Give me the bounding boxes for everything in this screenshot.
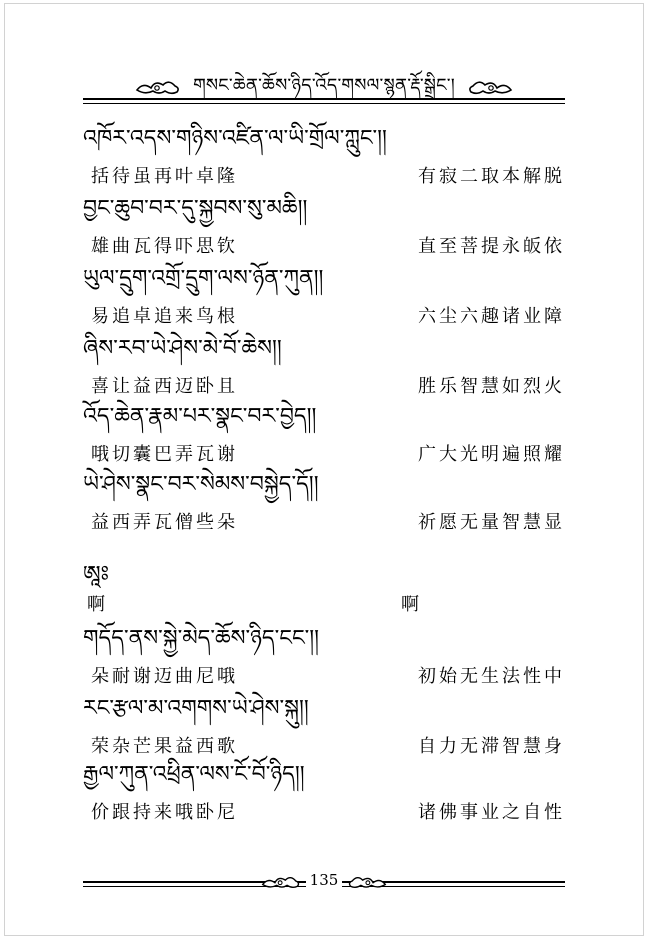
transliteration-line: 雄曲瓦得吓思钦 [91,236,238,257]
verse-line-8 [83,694,565,764]
transliteration-line: 啊 [87,594,108,615]
tibetan-line: རང་རྩལ་མ་འགགས་ཡེ་ཤེས་སྐུ།། [83,696,309,721]
meaning-line: 祈愿无量智慧显 [418,512,565,533]
page-number-row [83,866,565,894]
tibetan-line: འཁོར་འདས་གཉིས་འཛིན་ལ་ཡི་གྲོལ་ཀླུང་།། [83,126,387,151]
meaning-line: 诸佛事业之自性 [418,802,565,823]
header-rule-bottom [83,103,565,104]
cloud-ornament-icon [135,76,181,96]
transliteration-line: 括待虽再叶卓隆 [91,166,238,187]
verse-line-3 [83,264,565,334]
transliteration-line: 荣杂芒果益西歌 [91,736,238,757]
page-footer [83,866,565,896]
meaning-line: 胜乐智慧如烈火 [418,376,565,397]
seed-syllable [83,560,565,620]
verse-line-2 [83,194,565,264]
meaning-line: 六尘六趣诸业障 [418,306,565,327]
meaning-line: 直至菩提永皈依 [418,236,565,257]
meaning-line: 广大光明遍照耀 [418,444,565,465]
tibetan-line: འོད་ཆེན་རྣམ་པར་སྣང་བར་བྱེད།། [83,404,317,429]
verse-line-9 [83,760,565,830]
page-number: 135 [306,871,343,889]
header-title-row [83,74,565,98]
meaning-line: 有寂二取本解脱 [418,166,565,187]
header-rule-top [83,98,565,100]
tibetan-line: ཡུལ་དྲུག་འགྲོ་དྲུག་ལས་ཉོན་ཀུན།། [83,266,324,291]
meaning-line: 初始无生法性中 [418,666,565,687]
header-title: གསང་ཆེན་ཆོས་ཉིད་འོད་གསལ་སྙན་རྡོ་སྒྲིང་། [187,75,461,96]
tibetan-line: གདོད་ནས་སྐྱེ་མེད་ཆོས་ཉིད་ངང་།། [83,626,320,651]
verse-line-6 [83,470,565,540]
tibetan-line: ཞིས་རབ་ཡེ་ཤེས་མེ་བོ་ཆེས།། [83,336,282,361]
verse-line-7 [83,624,565,694]
tibetan-line: ཨཱཿ [83,562,109,587]
tibetan-line: རྒྱལ་ཀུན་འཕྲིན་ལས་ངོ་བོ་ཉིད།། [83,762,305,787]
transliteration-line: 易追卓追来鸟根 [91,306,238,327]
page-header [83,74,565,108]
verse-line-4 [83,334,565,404]
page [4,3,644,936]
transliteration-line: 朵耐谢迈曲尼哦 [91,666,238,687]
transliteration-line: 哦切囊巴弄瓦谢 [91,444,238,465]
meaning-line: 自力无滞智慧身 [418,736,565,757]
meaning-line: 啊 [401,594,422,615]
cloud-ornament-icon [347,872,387,890]
tibetan-line: ཡེ་ཤེས་སྣང་བར་སེམས་བསྐྱེད་དོ།། [83,472,319,497]
verse-line-1 [83,124,565,194]
cloud-ornament-icon [261,872,301,890]
verse-line-5 [83,402,565,472]
transliteration-line: 价跟持来哦卧尼 [91,802,238,823]
cloud-ornament-icon [467,76,513,96]
transliteration-line: 益西弄瓦僧些朵 [91,512,238,533]
transliteration-line: 喜让益西迈卧且 [91,376,238,397]
tibetan-line: བྱང་ཆུབ་བར་དུ་སྐྱབས་སུ་མཆི།། [83,196,308,221]
